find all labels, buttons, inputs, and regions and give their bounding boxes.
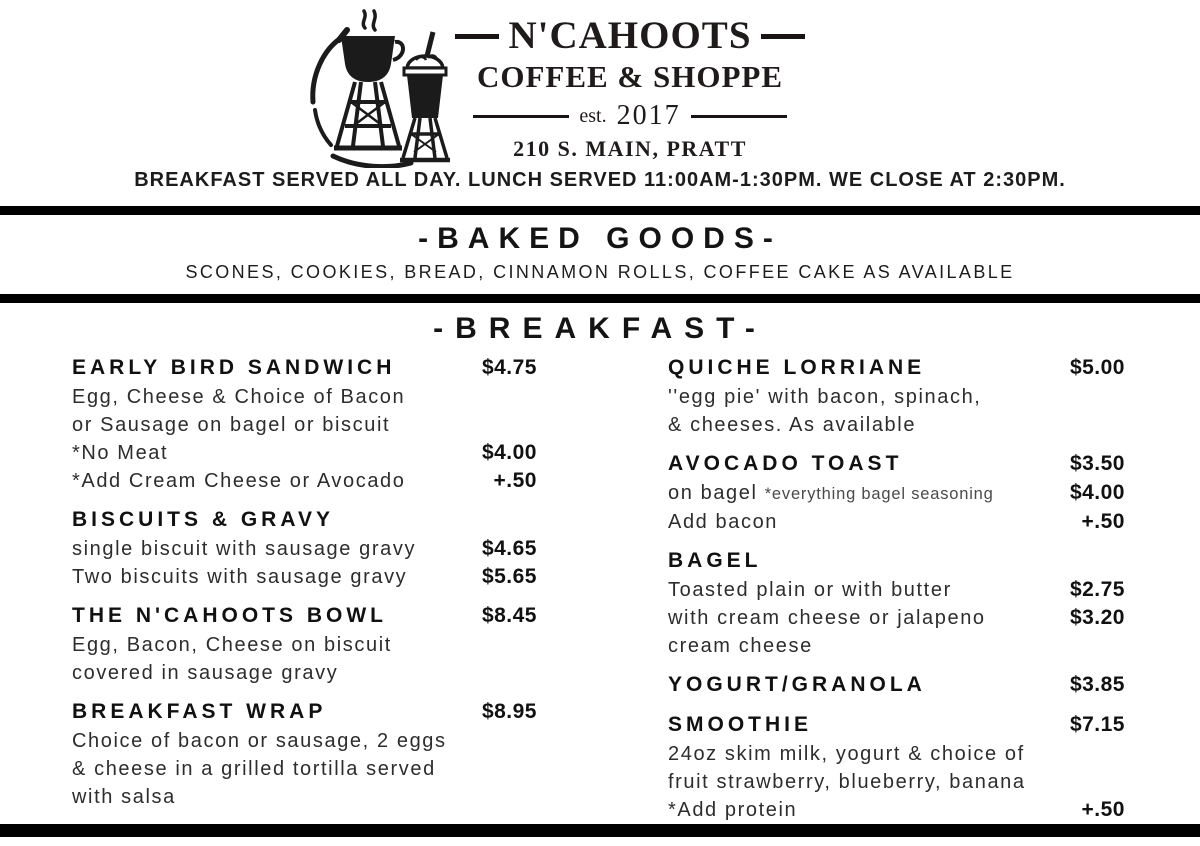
item-name: THE N'CAHOOTS BOWL — [72, 604, 387, 627]
item-price: $5.00 — [1069, 356, 1125, 379]
item-price: $3.50 — [1069, 452, 1125, 475]
item-description-row — [72, 411, 537, 439]
item-description: or Sausage on bagel or biscuit — [72, 414, 391, 436]
line-price: +.50 — [1081, 510, 1125, 533]
est-left-rule — [473, 115, 569, 118]
item-header-row — [668, 353, 1125, 383]
item-description: Add bacon — [668, 511, 779, 533]
menu-item — [72, 697, 537, 811]
item-description-row — [668, 479, 1125, 508]
item-description-row — [668, 508, 1125, 536]
line-price: +.50 — [493, 469, 537, 492]
divider-bar-middle — [0, 294, 1200, 303]
item-description: Two biscuits with sausage gravy — [72, 566, 408, 588]
item-description: covered in sausage gravy — [72, 662, 339, 684]
item-description-row — [72, 659, 537, 687]
menu-item — [72, 353, 537, 495]
line-price: +.50 — [1081, 798, 1125, 821]
item-description-row — [72, 563, 537, 591]
baked-goods-subtitle: SCONES, COOKIES, BREAD, CINNAMON ROLLS, COFFEE CAKE AS AVAILABLE — [185, 262, 1015, 282]
item-description: ''egg pie' with bacon, spinach, — [668, 386, 982, 408]
item-header-row — [72, 505, 537, 535]
menu-column-right — [668, 353, 1125, 834]
menu-item — [72, 505, 537, 591]
item-description: with salsa — [72, 786, 176, 808]
item-description: Toasted plain or with butter — [668, 579, 952, 601]
item-description-row — [72, 383, 537, 411]
item-description: on bagel *everything bagel seasoning — [668, 482, 994, 504]
item-description-row — [72, 535, 537, 563]
divider-bar-bottom — [0, 824, 1200, 837]
item-description: with cream cheese or jalapeno — [668, 607, 986, 629]
menu-column-left — [72, 353, 537, 821]
item-header-row — [668, 449, 1125, 479]
item-description-row — [72, 439, 537, 467]
line-price: $4.00 — [1069, 481, 1125, 504]
item-name: SMOOTHIE — [668, 713, 813, 736]
item-price: $8.95 — [481, 700, 537, 723]
line-price: $4.00 — [481, 441, 537, 464]
item-description: Egg, Cheese & Choice of Bacon — [72, 386, 406, 408]
item-name: EARLY BIRD SANDWICH — [72, 356, 396, 379]
item-description: *Add Cream Cheese or Avocado — [72, 470, 406, 492]
shop-address: 210 S. MAIN, PRATT — [513, 136, 747, 161]
shop-name: N'CAHOOTS — [508, 14, 752, 57]
menu-item — [668, 449, 1125, 536]
item-name: QUICHE LORRIANE — [668, 356, 926, 379]
item-description-row — [668, 383, 1125, 411]
item-name: BREAKFAST WRAP — [72, 700, 327, 723]
item-name: BISCUITS & GRAVY — [72, 508, 334, 531]
item-header-row — [72, 697, 537, 727]
item-description-row — [668, 604, 1125, 632]
baked-goods-title: -BAKED GOODS- — [418, 222, 782, 255]
item-description: Egg, Bacon, Cheese on biscuit — [72, 634, 392, 656]
item-price: $8.45 — [481, 604, 537, 627]
item-description-row — [668, 576, 1125, 604]
item-price: $3.85 — [1069, 673, 1125, 696]
menu-item — [668, 546, 1125, 660]
item-description-note: *everything bagel seasoning — [764, 485, 994, 503]
est-right-rule — [691, 115, 787, 118]
established-row — [420, 100, 840, 132]
breakfast-title: -BREAKFAST- — [433, 312, 767, 345]
item-header-row — [72, 601, 537, 631]
item-description-row — [72, 631, 537, 659]
item-description: fruit strawberry, blueberry, banana — [668, 771, 1026, 793]
item-description: *No Meat — [72, 442, 169, 464]
item-description-row — [668, 740, 1125, 768]
menu-item — [668, 710, 1125, 824]
item-header-row — [668, 546, 1125, 576]
line-price: $3.20 — [1069, 606, 1125, 629]
item-name: YOGURT/GRANOLA — [668, 673, 926, 696]
item-header-row — [668, 670, 1125, 700]
logo-name-row — [420, 14, 840, 58]
est-label: est. — [579, 104, 607, 127]
item-description-row — [72, 783, 537, 811]
item-header-row — [72, 353, 537, 383]
hours-banner: BREAKFAST SERVED ALL DAY. LUNCH SERVED 11:00AM-1:30PM. WE CLOSE AT 2:30PM. — [134, 169, 1066, 191]
item-name: BAGEL — [668, 549, 762, 572]
item-description-row — [72, 727, 537, 755]
item-name: AVOCADO TOAST — [668, 452, 903, 475]
right-dash-rule — [761, 34, 805, 39]
est-year: 2017 — [616, 100, 681, 131]
item-description: *Add protein — [668, 799, 798, 821]
shop-subtitle: COFFEE & SHOPPE — [476, 59, 784, 94]
menu-item — [668, 353, 1125, 439]
divider-bar-top — [0, 206, 1200, 215]
menu-item — [668, 670, 1125, 700]
item-description-row — [668, 796, 1125, 824]
line-price: $4.65 — [481, 537, 537, 560]
item-description: 24oz skim milk, yogurt & choice of — [668, 743, 1025, 765]
logo — [420, 14, 840, 162]
item-price: $7.15 — [1069, 713, 1125, 736]
item-description-row — [668, 632, 1125, 660]
left-dash-rule — [455, 34, 499, 39]
line-price: $5.65 — [481, 565, 537, 588]
item-description-row — [72, 467, 537, 495]
item-description-row — [668, 768, 1125, 796]
item-price: $4.75 — [481, 356, 537, 379]
item-description: single biscuit with sausage gravy — [72, 538, 417, 560]
item-description: & cheeses. As available — [668, 414, 917, 436]
line-price: $2.75 — [1069, 578, 1125, 601]
item-description: Choice of bacon or sausage, 2 eggs — [72, 730, 447, 752]
item-description: cream cheese — [668, 635, 813, 657]
item-header-row — [668, 710, 1125, 740]
menu-item — [72, 601, 537, 687]
item-description: & cheese in a grilled tortilla served — [72, 758, 436, 780]
item-description-row — [668, 411, 1125, 439]
item-description-row — [72, 755, 537, 783]
